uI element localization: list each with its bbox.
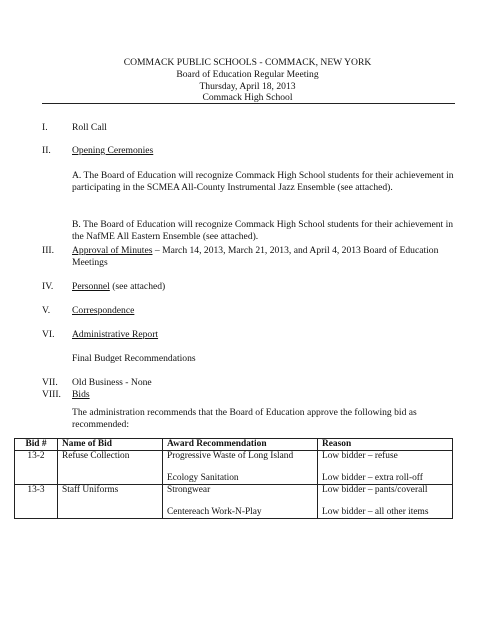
bids-table — [14, 438, 453, 519]
award-line: Centereach Work-N-Play — [167, 506, 262, 517]
item-text — [72, 281, 455, 293]
item-number: VI. — [42, 329, 55, 340]
reason-line: Low bidder – extra roll-off — [322, 472, 423, 483]
item-detail: – March 14, 2013, March 21, 2013, and April 4, 2013 Board of Education Meetings — [72, 245, 439, 268]
item-number: V. — [42, 305, 51, 316]
document-header — [0, 57, 495, 104]
table-row — [15, 485, 453, 519]
bid-number: 13-3 — [15, 485, 58, 519]
administrative-report-note: Final Budget Recommendations — [72, 353, 196, 364]
item-title: Administrative Report — [72, 329, 159, 340]
bid-name: Staff Uniforms — [58, 485, 163, 519]
item-number: II. — [42, 145, 51, 156]
item-title: Approval of Minutes — [72, 245, 153, 256]
item-text: Roll Call — [72, 122, 107, 133]
bid-name: Refuse Collection — [58, 451, 163, 485]
opening-ceremonies-b — [72, 219, 455, 242]
reason-line: Low bidder – pants/coverall — [322, 485, 428, 496]
item-number: I. — [42, 122, 48, 133]
opening-ceremonies-a — [72, 170, 455, 193]
header-divider — [42, 103, 455, 104]
award-recommendation — [163, 485, 318, 519]
item-number: III. — [42, 245, 54, 256]
award-line: Progressive Waste of Long Island — [167, 451, 294, 462]
column-header: Award Recommendation — [163, 439, 318, 451]
table-header-row — [15, 439, 453, 451]
bids-note: The administration recommends that the Board of Education approve the following bid as recommended: — [72, 407, 417, 430]
column-header: Reason — [318, 439, 453, 451]
column-header: Bid # — [15, 439, 58, 451]
meeting-location: Commack High School — [202, 92, 293, 104]
reason-line: Low bidder – refuse — [322, 451, 398, 462]
district-title: COMMACK PUBLIC SCHOOLS - COMMACK, NEW YORK — [123, 57, 372, 68]
table-row — [15, 451, 453, 485]
award-line: Ecology Sanitation — [167, 472, 239, 483]
sub-item-b-text: B. The Board of Education will recognize Commack High School students for their achievement in the NafME All Eastern Ensemble (see attached). — [72, 219, 454, 242]
reason — [318, 485, 453, 519]
item-number: VIII. — [42, 389, 61, 400]
item-title: Personnel — [72, 281, 110, 292]
item-text — [72, 245, 455, 268]
item-number: VII. — [42, 377, 58, 388]
meeting-date: Thursday, April 18, 2013 — [199, 80, 296, 92]
item-title: Correspondence — [72, 305, 135, 316]
bid-number: 13-2 — [15, 451, 58, 485]
reason-line: Low bidder – all other items — [322, 506, 429, 517]
item-title: Opening Ceremonies — [72, 145, 154, 156]
item-detail: (see attached) — [109, 281, 166, 292]
column-header: Name of Bid — [58, 439, 163, 451]
award-recommendation — [163, 451, 318, 485]
meeting-type: Board of Education Regular Meeting — [176, 68, 319, 80]
sub-item-a-text: A. The Board of Education will recognize Commack High School students for their achievement in participating in the SCMEA All-County Instrumental Jazz Ensemble (see attached). — [72, 170, 454, 193]
item-title: Bids — [72, 389, 90, 400]
item-number: IV. — [42, 281, 54, 292]
reason — [318, 451, 453, 485]
award-line: Strongwear — [167, 485, 211, 496]
item-text: Old Business - None — [72, 377, 152, 388]
